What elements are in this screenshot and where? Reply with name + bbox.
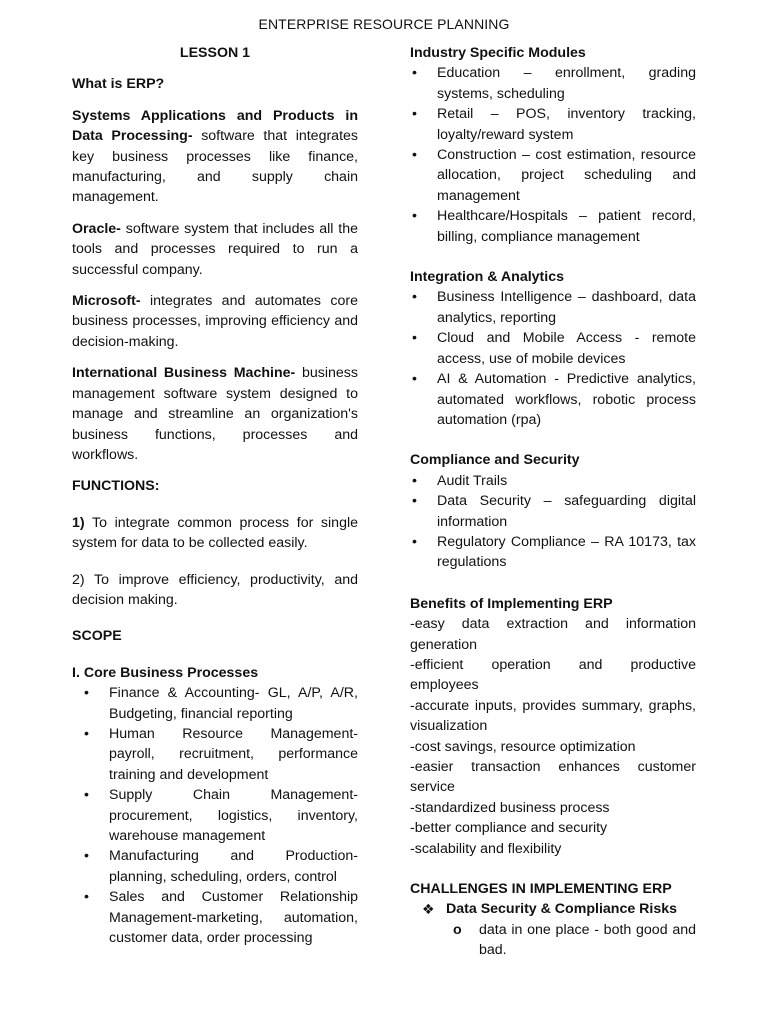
list-item: • Construction – cost estimation, resource allocation, project scheduling and management xyxy=(412,147,696,204)
definition-sap: Systems Applications and Products in Data Processing- software that integrates key business processes like finance, manufacturing, and supply chain management. xyxy=(72,107,358,206)
list-item: • Audit Trails xyxy=(412,472,508,489)
compliance-list xyxy=(410,471,696,573)
industry-heading: Industry Specific Modules xyxy=(410,45,586,61)
list-item: -scalability and flexibility xyxy=(410,840,562,857)
integration-list xyxy=(410,287,696,430)
industry-list xyxy=(410,63,696,247)
integration-heading: Integration & Analytics xyxy=(410,269,564,286)
challenge-sub-item: o data in one place - both good and bad. xyxy=(453,921,696,959)
core-business-heading: I. Core Business Processes xyxy=(72,664,259,681)
list-item: • Education – enrollment, grading systems, scheduling xyxy=(412,65,696,102)
benefits-heading: Benefits of Implementing ERP xyxy=(410,595,613,612)
list-item: • Regulatory Compliance – RA 10173, tax regulations xyxy=(412,533,696,571)
list-item: -standardized business process xyxy=(410,799,610,816)
list-item: • Business Intelligence – dashboard, data analytics, reporting xyxy=(412,289,696,326)
list-item: • Sales and Customer Relationship Management-marketing, automation, customer data, order processing xyxy=(84,889,358,947)
definition-microsoft: Microsoft- integrates and automates core business processes, improving efficiency and decision-making. xyxy=(72,293,358,350)
list-item: • Supply Chain Management- procurement, logistics, inventory, warehouse management xyxy=(84,787,358,844)
what-is-erp-heading: What is ERP? xyxy=(72,76,165,93)
list-item: • Manufacturing and Production- planning, scheduling, orders, control xyxy=(84,848,358,885)
list-item: -better compliance and security xyxy=(410,820,608,837)
core-business-list xyxy=(72,683,358,948)
compliance-heading: Compliance and Security xyxy=(410,452,580,469)
definition-oracle: Oracle- software system that includes all the tools and processes required to run a successful company. xyxy=(72,220,358,278)
list-item: • Human Resource Management- payroll, recruitment, performance training and development xyxy=(84,725,358,783)
lesson-heading: LESSON 1 xyxy=(179,45,251,61)
list-item: -efficient operation and productive employees xyxy=(410,656,696,694)
challenges-heading: CHALLENGES IN IMPLEMENTING ERP xyxy=(410,881,672,898)
list-item: -easy data extraction and information generation xyxy=(410,616,696,653)
list-item: • Finance & Accounting- GL, A/P, A/R, Budgeting, financial reporting xyxy=(84,685,358,722)
diamond-bullet-icon: ❖ xyxy=(422,901,435,918)
benefits-list xyxy=(410,614,696,859)
left-column xyxy=(72,43,358,948)
list-item: -easier transaction enhances customer service xyxy=(410,759,696,796)
circle-bullet-icon: o xyxy=(453,921,462,938)
page-title: ENTERPRISE RESOURCE PLANNING xyxy=(258,16,510,32)
list-item: • Cloud and Mobile Access - remote access, use of mobile devices xyxy=(412,330,696,367)
scope-heading: SCOPE xyxy=(72,628,122,645)
definition-ibm: International Business Machine- business management software system designed to manage and streamline an organization's business functions, processes and workflows. xyxy=(72,365,358,463)
challenge-item: ❖ Data Security & Compliance Risks xyxy=(410,899,696,919)
list-item: • Healthcare/Hospitals – patient record, billing, compliance management xyxy=(412,208,696,245)
list-item: -accurate inputs, provides summary, graphs, visualization xyxy=(410,697,696,735)
list-item: • AI & Automation - Predictive analytics, automated workflows, robotic process automation (rpa) xyxy=(412,371,696,428)
function-2: 2) To improve efficiency, productivity, and decision making. xyxy=(72,571,358,608)
functions-heading: FUNCTIONS: xyxy=(72,478,160,495)
list-item: • Data Security – safeguarding digital information xyxy=(412,493,696,530)
right-column xyxy=(410,43,696,961)
list-item: • Retail – POS, inventory tracking, loyalty/reward system xyxy=(412,106,696,143)
list-item: -cost savings, resource optimization xyxy=(410,738,636,755)
function-1: 1) To integrate common process for single system for data to be collected easily. xyxy=(72,514,358,552)
